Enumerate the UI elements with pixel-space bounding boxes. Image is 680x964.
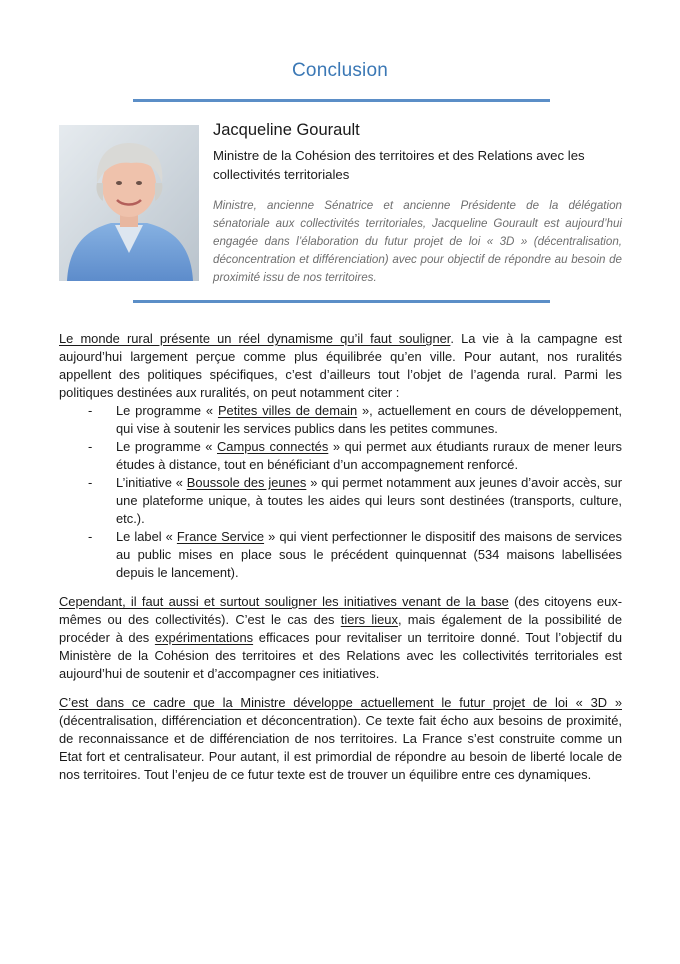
list-item (59, 528, 622, 582)
paragraph-initiatives (59, 593, 622, 683)
paragraph-initiatives-lead: Cependant, il faut aussi et surtout souligner les initiatives venant de la base (59, 594, 509, 609)
list-item-prefix: Le label « (116, 529, 177, 544)
list-item-emphasis: France Service (176, 529, 265, 544)
list-marker: - (88, 439, 93, 454)
list-item-emphasis: Campus connectés (217, 439, 329, 454)
header-divider (133, 99, 550, 102)
list-item (59, 438, 622, 474)
list-item-prefix: L’initiative « (116, 475, 187, 490)
list-item-emphasis: Petites villes de demain (217, 403, 358, 418)
tiers-lieux-emphasis: tiers lieux (340, 612, 398, 627)
profile-bio: Ministre, ancienne Sénatrice et ancienne Présidente de la délégation sénatoriale aux collectivités territoriales, Jacqueline Gourault est aujourd’hui engagée dans l’élaboration du futur projet de loi « 3D » (décentralisation, déconcentration et différenciation) avec pour objectif de répondre au besoin de proximité issu de nos territoires. (213, 199, 622, 284)
paragraph-rural-lead: Le monde rural présente un réel dynamisme qu’il faut souligner (59, 331, 451, 346)
list-item-text: », actuellement en cours de développement, qui vise à soutenir les services publics dans les petites communes. (116, 403, 623, 436)
paragraph-rural-text: . La vie à la campagne est aujourd’hui largement perçue comme plus équilibrée qu’en ville. Pour autant, nos ruralités appellent des politiques spécifiques, c’est d’ailleurs tout l’objet de l’agenda rural. Parmi les politiques destinées aux ruralités, on peut notamment citer : (59, 331, 622, 400)
policy-list (59, 402, 622, 582)
page-title: Conclusion (292, 60, 388, 81)
profile-role: Ministre de la Cohésion des territoires et des Relations avec les collectivités territoriales (213, 148, 585, 182)
list-item-prefix: Le programme « (116, 439, 217, 454)
list-item-emphasis: Boussole des jeunes (186, 475, 307, 490)
portrait-photo (59, 125, 199, 281)
paragraph-initiatives-text: efficaces pour revitaliser un territoire donné. Tout l’objectif du Ministère de la Cohésion des territoires et des Relations avec les collectivités territoriales est aujourd’hui de soutenir et d’accompagner ces initiatives. (59, 630, 622, 681)
list-marker: - (88, 403, 93, 418)
list-item-text: » qui permet notamment aux jeunes d’avoir accès, sur une plateforme unique, à toutes les aides qui leurs sont destinées (transports, culture, etc.). (116, 475, 622, 526)
paragraph-3d-law-text: (décentralisation, différenciation et déconcentration). Ce texte fait écho aux besoins de proximité, de reconnaissance et de différenciation de nos territoires. La France s’est construite comme un Etat fort et centralisateur. Pour autant, il est primordial de répondre au besoin de liberté locale de nos territoires. Tout l’enjeu de ce futur texte est de trouver un équilibre entre ces dynamiques. (59, 713, 622, 782)
paragraph-initiatives-text: , mais également de la possibilité de procéder à des (59, 612, 623, 645)
profile-name: Jacqueline Gourault (213, 121, 360, 139)
list-item (59, 474, 622, 528)
list-marker: - (88, 475, 93, 490)
experimentations-emphasis: expérimentations (154, 630, 254, 645)
paragraph-3d-law (59, 694, 622, 784)
paragraph-rural (59, 330, 622, 402)
list-item-text: » qui permet aux étudiants ruraux de mener leurs études à distance, tout en bénéficiant d’un accompagnement renforcé. (116, 439, 622, 472)
article-body (59, 330, 622, 784)
list-marker: - (88, 529, 93, 544)
list-item (59, 402, 622, 438)
profile-divider (133, 300, 550, 303)
list-item-text: » qui vient perfectionner le dispositif des maisons de services au public mises en place sous le précédent quinquennat (534 maisons labellisées depuis le lancement). (116, 529, 622, 580)
paragraph-3d-law-lead: C’est dans ce cadre que la Ministre développe actuellement le futur projet de loi « 3D » (59, 695, 622, 710)
paragraph-initiatives-text: (des citoyens eux-mêmes ou des collectivités). C’est le cas des (59, 594, 623, 627)
list-item-prefix: Le programme « (116, 403, 218, 418)
